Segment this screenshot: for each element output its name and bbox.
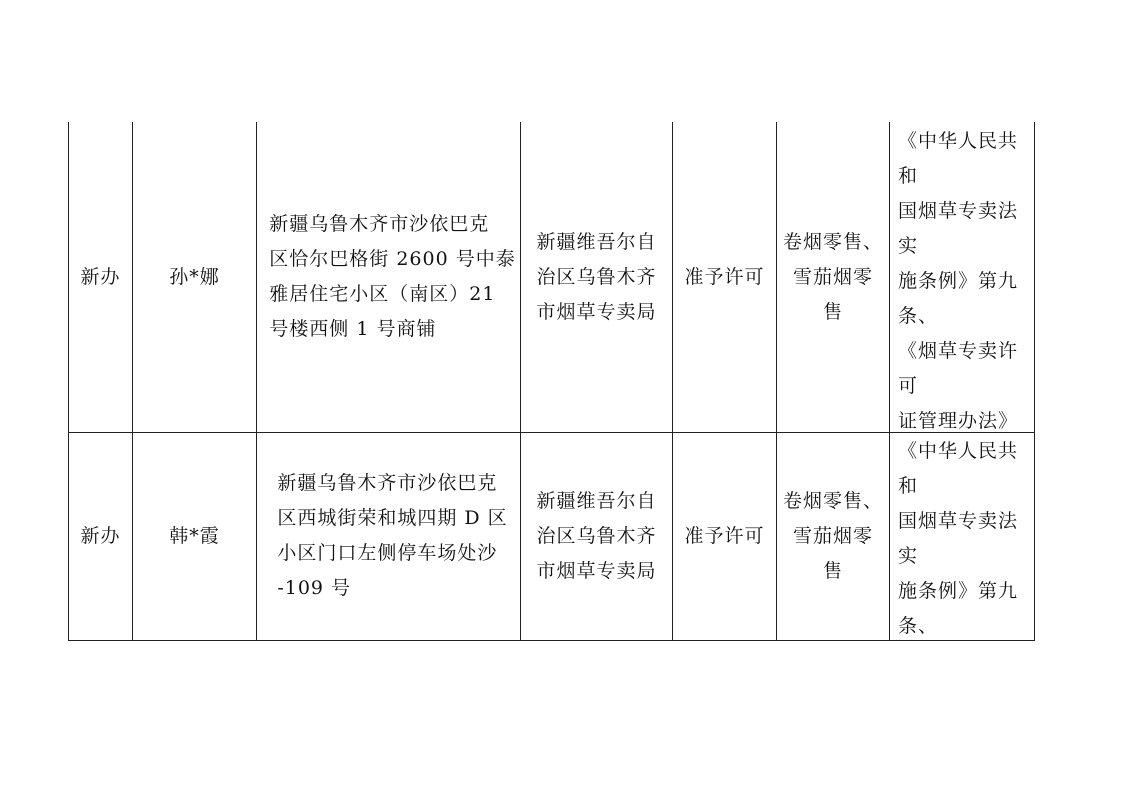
authority-cell: 新疆维吾尔自 治区乌鲁木齐 市烟草专卖局	[536, 230, 657, 323]
name-cell: 孙*娜	[169, 265, 220, 288]
table-bottom-border	[68, 640, 1035, 641]
authority-cell: 新疆维吾尔自 治区乌鲁木齐 市烟草专卖局	[536, 489, 657, 582]
address-cell: 新疆乌鲁木齐市沙依巴克 区恰尔巴格街 2600 号中泰 雅居住宅小区（南区）21 号楼西侧 1 号商铺	[269, 213, 516, 340]
table-row	[68, 432, 1035, 640]
scope-cell: 卷烟零售、 雪茄烟零 售	[782, 230, 883, 323]
type-cell: 新办	[80, 265, 121, 288]
type-cell: 新办	[80, 524, 121, 547]
table-row	[68, 122, 1035, 432]
scope-cell: 卷烟零售、 雪茄烟零 售	[782, 489, 883, 582]
decision-cell: 准予许可	[684, 524, 765, 547]
decision-cell: 准予许可	[684, 265, 765, 288]
legal-basis-cell: 《中华人民共和 国烟草专卖法实 施条例》第九条、	[898, 440, 1019, 637]
legal-basis-cell: 《中华人民共和 国烟草专卖法实 施条例》第九条、 《烟草专卖许可 证管理办法》	[898, 130, 1019, 432]
address-cell: 新疆乌鲁木齐市沙依巴克 区西城街荣和城四期 D 区 小区门口左侧停车场处沙 -109 号	[277, 472, 508, 599]
name-cell: 韩*霞	[169, 524, 220, 547]
